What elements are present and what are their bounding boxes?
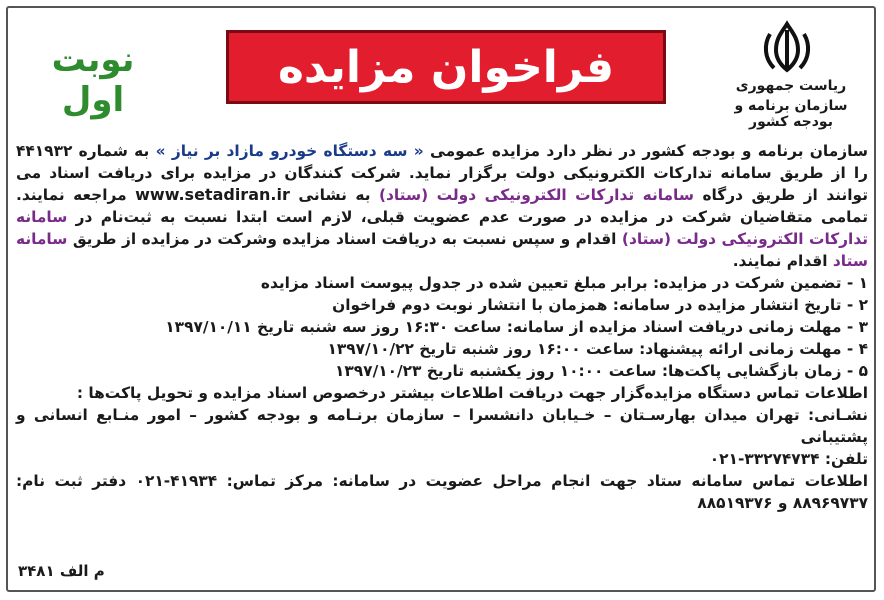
- contact-address: نشـانی: تهران میدان بهارسـتان – خـیابان دانشسرا – سازمان برنـامه و بودجه کشور – امور منـابع انسانی و پشتیبانی: [16, 406, 868, 446]
- title-banner: [226, 30, 666, 104]
- intro-text-2: به شماره ۴۴۱۹۳۲ را از طریق سامانه تدارکات الکترونیکی دولت برگزار نماید. شرکت کنندگان در مزایده برای دریافت اسناد می توانند از طریق درگاه: [16, 142, 868, 204]
- notice-body: [16, 140, 868, 514]
- org-line-presidency: ریاست جمهوری: [735, 78, 847, 94]
- intro-text-3: به نشانی: [298, 186, 371, 204]
- portal-name-1: سامانه تدارکات الکترونیکی دولت (ستاد): [378, 186, 694, 204]
- setad-contact: اطلاعات تماس سامانه ستاد جهت انجام مراحل عضویت در سامانه: مرکز تماس: ۴۱۹۳۴-۰۲۱ دفتر ثبت نام: ۸۸۹۶۹۷۳۷ و ۸۸۵۱۹۳۷۶: [16, 472, 868, 512]
- list-item: ۳ - مهلت زمانی دریافت اسناد مزایده از سامانه: ساعت ۱۶:۳۰ روز سه شنبه تاریخ ۱۳۹۷/۱۰/۱۱: [165, 318, 868, 336]
- intro-text-1: سازمان برنامه و بودجه کشور در نظر دارد مزایده عمومی: [430, 142, 869, 160]
- portal-name-2: سامانه تدارکات الکترونیکی دولت (ستاد): [16, 208, 868, 248]
- intro-text-5: اقدام و سپس نسبت به دریافت اسناد مزایده وشرکت در مزایده از طریق: [72, 230, 617, 248]
- publication-code: م الف ۳۴۸۱: [18, 562, 105, 580]
- list-item: ۴ - مهلت زمانی ارائه پیشنهاد: ساعت ۱۶:۰۰ روز شنبه تاریخ ۱۳۹۷/۱۰/۲۲: [327, 340, 868, 358]
- intro-text-6: اقدام نمایند.: [732, 252, 828, 270]
- contact-phone: تلفن: ۳۳۲۷۴۷۳۴-۰۲۱: [709, 450, 868, 468]
- intro-paragraph: [16, 140, 868, 272]
- website-link[interactable]: www.setadiran.ir: [135, 185, 290, 204]
- contact-heading: اطلاعات تماس دستگاه مزایده‌گزار جهت دریافت اطلاعات بیشتر درخصوص اسناد مزایده و تحویل پاکت‌ها :: [76, 384, 868, 402]
- intro-text-4: مراجعه نمایند. تمامی متقاضیان شرکت در مزایده در صورت عدم عضویت قبلی، لازم است ابتدا نسبت به ثبت‌نام در: [16, 186, 869, 226]
- list-item: ۲ - تاریخ انتشار مزایده در سامانه: همزمان با انتشار نوبت دوم فراخوان: [332, 296, 868, 314]
- list-item: ۱ - تضمین شرکت در مزایده: برابر مبلغ تعیین شده در جدول پیوست اسناد مزایده: [260, 274, 868, 292]
- portal-name-3: سامانه ستاد: [16, 230, 868, 270]
- auction-subject: « سه دستگاه خودرو مازاد بر نیاز »: [155, 142, 424, 160]
- page-title: فراخوان مزایده: [277, 41, 615, 93]
- org-line-budget: سازمان برنامه و بودجه کشور: [734, 98, 848, 130]
- conditions-list: [16, 272, 868, 382]
- list-item: ۵ - زمان بازگشایی پاکت‌ها: ساعت ۱۰:۰۰ روز یکشنبه تاریخ ۱۳۹۷/۱۰/۲۳: [335, 362, 868, 380]
- round-label: نوبت اول: [51, 40, 135, 120]
- iran-emblem-icon: [762, 20, 812, 74]
